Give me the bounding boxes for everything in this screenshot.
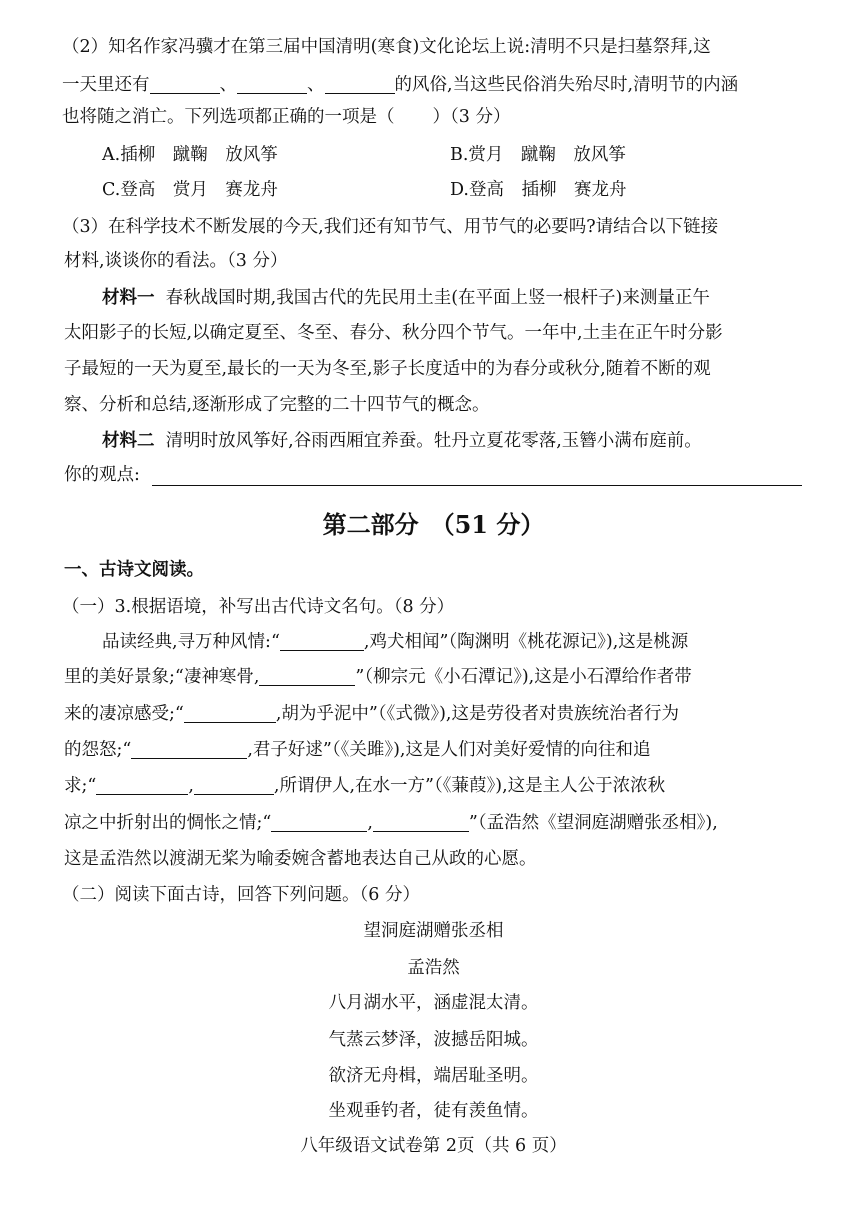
view-answer-line[interactable]	[152, 485, 802, 486]
fill-text: ,	[188, 776, 194, 796]
fill-text: ”（柳宗元《小石潭记》),这是小石潭给作者带	[355, 667, 692, 687]
answer-blank[interactable]	[96, 776, 188, 795]
material-2-label: 材料二	[102, 431, 155, 451]
q2-text-a: 一天里还有	[62, 75, 150, 95]
poem-line: 气蒸云梦泽，波撼岳阳城。	[328, 1030, 539, 1050]
answer-blank[interactable]	[280, 632, 364, 651]
fill-para-line-6	[64, 810, 718, 836]
answer-blank[interactable]	[373, 813, 469, 832]
material-1-text: 春秋战国时期,我国古代的先民用土圭(在平面上竖一根杆子)来测量正午	[165, 288, 710, 308]
poem-author: 孟浩然	[407, 958, 460, 978]
answer-blank[interactable]	[131, 740, 247, 759]
option-a[interactable]: A.插柳 蹴鞠 放风筝	[102, 145, 278, 165]
q2-line-2	[62, 72, 738, 98]
poem-line: 八月湖水平，涵虚混太清。	[328, 993, 539, 1013]
q2-text-d: ）（3 分）	[432, 107, 511, 127]
fill-para-line-7: 这是孟浩然以渡湖无桨为喻委婉含蓄地表达自己从政的心愿。	[64, 849, 537, 869]
section-1-title: 一、古诗文阅读。	[64, 560, 204, 580]
answer-blank[interactable]	[259, 667, 355, 686]
answer-blank[interactable]	[271, 813, 367, 832]
poem-line: 欲济无舟楫，端居耻圣明。	[328, 1066, 539, 1086]
poem-title: 望洞庭湖赠张丞相	[363, 921, 504, 941]
fill-para-line-3	[64, 701, 679, 727]
option-b[interactable]: B.赏月 蹴鞠 放风筝	[450, 145, 626, 165]
separator: 、	[307, 75, 325, 95]
fill-text: 凉之中折射出的惆怅之情;“	[64, 813, 272, 833]
material-1-line-2: 太阳影子的长短,以确定夏至、冬至、春分、秋分四个节气。一年中,土圭在正午时分影	[64, 323, 723, 343]
fill-text: 里的美好景象;“凄神寒骨,	[64, 667, 260, 687]
poem-line: 坐观垂钓者，徒有羡鱼情。	[328, 1101, 539, 1121]
q3-fill-title: （一）3.根据语境，补写出古代诗文名句。（8 分）	[62, 597, 455, 617]
fill-text: 来的凄凉感受;“	[64, 704, 184, 724]
q2-text-b: 的风俗,当这些民俗消失殆尽时,清明节的内涵	[394, 75, 739, 95]
fill-text: 求;“	[64, 776, 97, 796]
part-2-title: 第二部分 （51 分）	[322, 510, 545, 539]
material-2-text: 清明时放风筝好,谷雨西厢宜养蚕。牡丹立夏花零落,玉簪小满布庭前。	[165, 431, 702, 451]
option-c[interactable]: C.登高 赏月 赛龙舟	[102, 180, 278, 200]
answer-blank[interactable]	[150, 75, 220, 94]
q2-line-1: （2）知名作家冯骥才在第三届中国清明(寒食)文化论坛上说:清明不只是扫墓祭拜,这	[62, 37, 711, 57]
material-1-line-4: 察、分析和总结,逐渐形成了完整的二十四节气的概念。	[64, 395, 490, 415]
option-d[interactable]: D.登高 插柳 赛龙舟	[450, 180, 627, 200]
fill-text: ,所谓伊人,在水一方”（《蒹葭》),这是主人公于浓浓秋	[273, 776, 666, 796]
answer-blank[interactable]	[237, 75, 307, 94]
poem-question-title: （二）阅读下面古诗，回答下列问题。（6 分）	[62, 885, 420, 905]
fill-text: ,胡为乎泥中”（《式微》),这是劳役者对贵族统治者行为	[275, 704, 679, 724]
answer-blank[interactable]	[325, 75, 395, 94]
q3-line-2: 材料,谈谈你的看法。（3 分）	[64, 251, 288, 271]
answer-blank[interactable]	[184, 704, 276, 723]
fill-text: 品读经典,寻万种风情:“	[102, 632, 280, 652]
material-1-line-1	[102, 285, 710, 311]
q2-text-c: 也将随之消亡。下列选项都正确的一项是（	[62, 107, 395, 127]
q3-line-1: （3）在科学技术不断发展的今天,我们还有知节气、用节气的必要吗?请结合以下链接	[62, 217, 719, 237]
fill-para-line-2	[64, 664, 692, 690]
page-footer: 八年级语文试卷第 2页（共 6 页）	[300, 1136, 567, 1156]
material-2-line	[102, 428, 702, 454]
fill-text: ,君子好逑”（《关雎》),这是人们对美好爱情的向往和追	[247, 740, 651, 760]
answer-blank[interactable]	[194, 776, 274, 795]
fill-text: ,	[367, 813, 373, 833]
view-label: 你的观点:	[64, 465, 140, 485]
material-1-label: 材料一	[102, 288, 155, 308]
fill-text: ”（孟浩然《望洞庭湖赠张丞相》),	[468, 813, 718, 833]
fill-para-line-1	[102, 629, 688, 655]
q2-line-3	[62, 104, 510, 130]
fill-text: ,鸡犬相闻”（陶渊明《桃花源记》),这是桃源	[363, 632, 689, 652]
fill-para-line-5	[64, 773, 665, 799]
material-1-line-3: 子最短的一天为夏至,最长的一天为冬至,影子长度适中的为春分或秋分,随着不断的观	[64, 359, 711, 379]
fill-para-line-4	[64, 737, 651, 763]
fill-text: 的怨怒;“	[64, 740, 132, 760]
separator: 、	[219, 75, 237, 95]
